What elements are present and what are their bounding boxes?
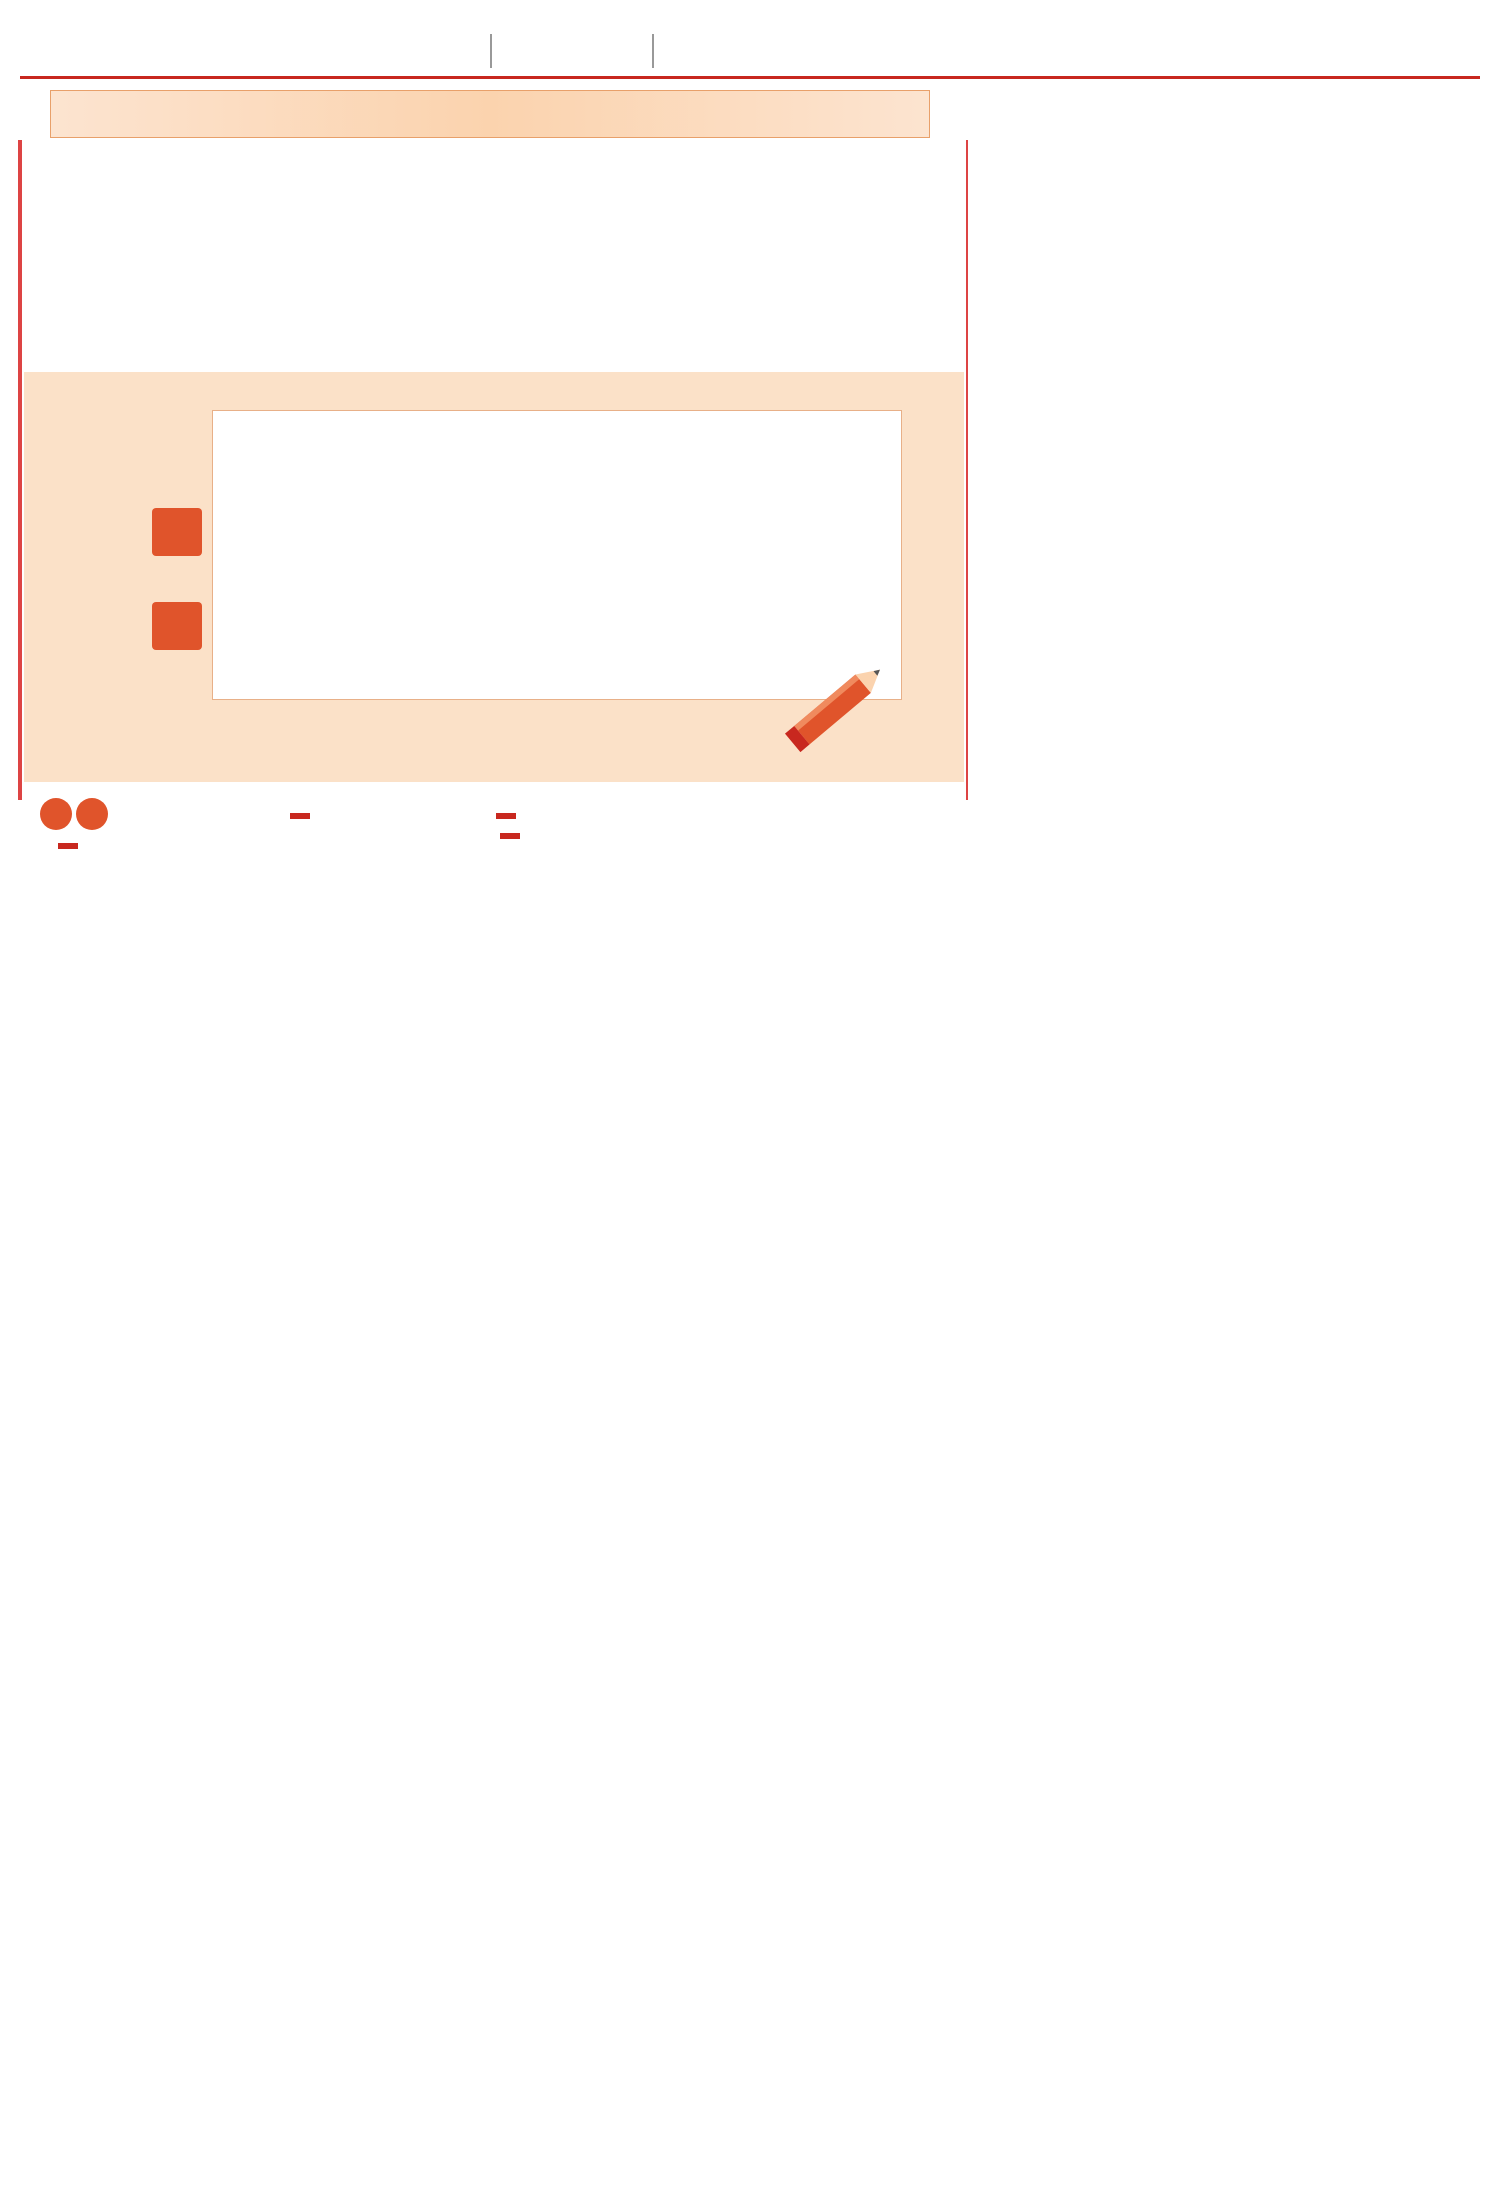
subhead-tolerance — [290, 813, 310, 819]
practice-badge-2 — [76, 798, 108, 830]
article1-col3 — [460, 808, 656, 1656]
abstract-badge-2 — [152, 602, 202, 650]
theme-banner — [50, 90, 930, 138]
header-rule — [20, 76, 1480, 79]
pencil-icon — [772, 652, 902, 762]
subhead-speech — [496, 813, 516, 819]
practice-badge-1 — [40, 798, 72, 830]
article1-col1 — [40, 838, 236, 1656]
subhead-wisdom — [500, 833, 520, 839]
header-divider-2 — [652, 34, 654, 68]
article1-col4 — [670, 808, 866, 1656]
article1-col2 — [250, 808, 446, 1656]
header-divider — [490, 34, 492, 68]
subhead-marathon — [58, 843, 78, 849]
abstract-badge-1 — [152, 508, 202, 556]
